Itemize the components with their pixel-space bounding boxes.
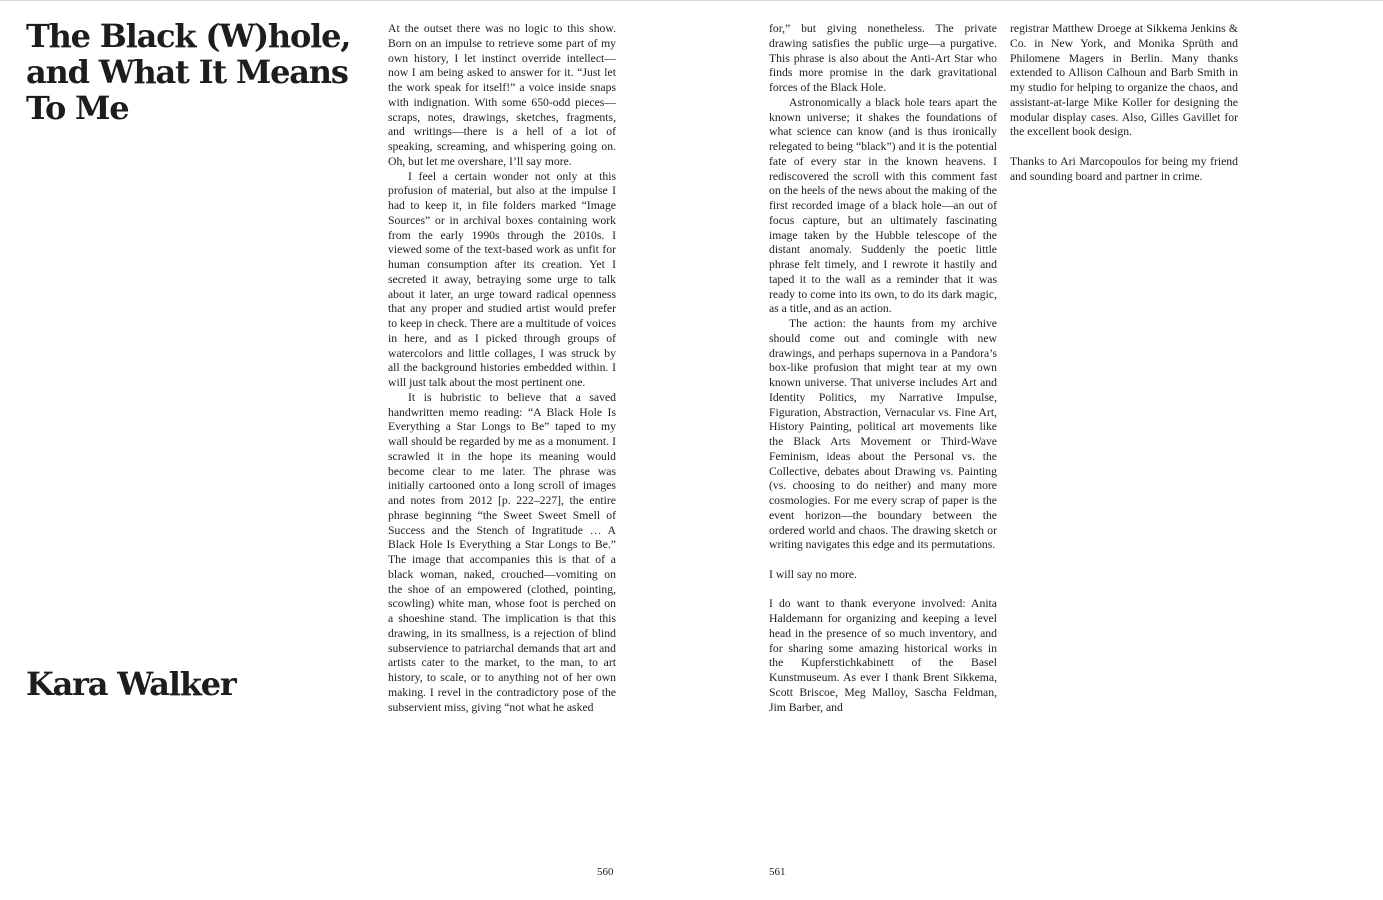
text-column-2: [769, 22, 997, 715]
paragraph: Astronomically a black hole tears apart the known universe; it shakes the foundations of what science can know (and is thus ironically relegated to being “black”) and it is the potential fate of every star in the known heavens. I rediscovered the scroll with this comment fast on the heels of the news about the making of the first recorded image of a black hole—an out of focus capture, but an ultimately fascinating image taken by the Hubble telescope of the distant anomaly. Suddenly the poetic little phrase felt timely, and I rewrote it hastily and taped it to the wall as a reminder that it was ready to come into its own, to do its dark magic, as a title, and as an action.: [769, 95, 997, 316]
text-column-1: [388, 22, 616, 715]
paragraph: registrar Matthew Droege at Sikkema Jenkins & Co. in New York, and Monika Sprüth and Philomene Magers in Berlin. Many thanks extended to Allison Calhoun and Barb Smith in my studio for helping to organize the chaos, and assistant-at-large Mike Koller for designing the modular display cases. Also, Gilles Gavillet for the excellent book design.: [1010, 22, 1238, 139]
text-column-3: [1010, 22, 1238, 184]
paragraph: At the outset there was no logic to this show. Born on an impulse to retrieve some part of my own history, I let instinct override intellect—now I am being asked to answer for it. “Just let the work speak for itself!” a voice inside snaps with indignation. With some 650-odd pieces—scraps, notes, drawings, sketches, fragments, and writings—there is a hell of a lot of speaking, screaming, and whispering going on. Oh, but let me overshare, I’ll say more.: [388, 22, 616, 168]
paragraph: I do want to thank everyone involved: Anita Haldemann for organizing and keeping a level head in the presence of so much inventory, and for sharing some amazing historical works in the Kupferstichkabinett of the Basel Kunstmuseum. As ever I thank Brent Sikkema, Scott Briscoe, Meg Malloy, Sascha Feldman, Jim Barber, and: [769, 597, 997, 714]
essay-title-line-1: The Black (W)hole,: [26, 17, 351, 55]
page-number-left: 560: [597, 866, 614, 878]
paragraph: I will say no more.: [769, 567, 857, 581]
essay-title-line-2: and What It Means: [26, 53, 348, 91]
paragraph: Thanks to Ari Marcopoulos for being my friend and sounding board and partner in crime.: [1010, 154, 1238, 183]
author-name: Kara Walker: [26, 665, 236, 703]
paragraph: It is hubristic to believe that a saved handwritten memo reading: “A Black Hole Is Everything a Star Longs to Be” taped to my wall should be regarded by me as a monument. I scrawled it in the hope its meaning would become clear to me later. The phrase was initially cartooned onto a long scroll of images and notes from 2012 [p. 222–227], the entire phrase beginning “the Sweet Sweet Smell of Success and the Stench of Ingratitude … A Black Hole Is Everything a Star Longs to Be.” The image that accompanies this is that of a black woman, naked, crouched—vomiting on the shoe of an empowered (clothed, pointing, scowling) white man, whose foot is perched on a shoeshine stand. The implication is that this drawing, in its smallness, is a rejection of blind subservience to patriarchal demands that art and artists cater to the market, to the man, to art history, to scale, or to anything not of her own making. I revel in the contradictory pose of the subservient miss, giving “not what he asked: [388, 390, 616, 714]
paragraph: The action: the haunts from my archive should come out and comingle with new drawings, and perhaps supernova in a Pandora’s box-like profusion that might tear at my own known universe. That universe includes Art and Identity Politics, my Narrative Impulse, Figuration, Abstraction, Vernacular vs. Fine Art, History Painting, political art movements like the Black Arts Movement or Third-Wave Feminism, ideas about the Personal vs. the Collective, debates about Drawing vs. Painting (vs. choosing to do neither) and many more cosmologies. For me every scrap of paper is the event horizon—the boundary between the ordered world and chaos. The drawing sketch or writing navigates this edge and its permutations.: [769, 317, 997, 552]
paragraph: for,” but giving nonetheless. The private drawing satisfies the public urge—a purgative. This phrase is also about the Anti-Art Star who finds more promise in the dark gravitational forces of the Black Hole.: [769, 22, 997, 94]
essay-title-line-3: To Me: [26, 89, 129, 127]
page-number-right: 561: [769, 866, 786, 878]
paragraph: I feel a certain wonder not only at this profusion of material, but also at the impulse I had to keep it, in file folders marked “Image Sources” or in archival boxes containing work from the early 1990s through the 2010s. I viewed some of the text-based work as unfit for human consumption after its creation. Yet I secreted it away, betraying some urge to talk about it later, an urge toward radical openness that any proper and studied artist would prefer to keep in check. There are a multitude of voices in here, and as I picked through groups of watercolors and little collages, I was struck by all the background histories embedded within. I will just talk about the most pertinent one.: [388, 169, 616, 389]
essay-title: [26, 18, 356, 126]
